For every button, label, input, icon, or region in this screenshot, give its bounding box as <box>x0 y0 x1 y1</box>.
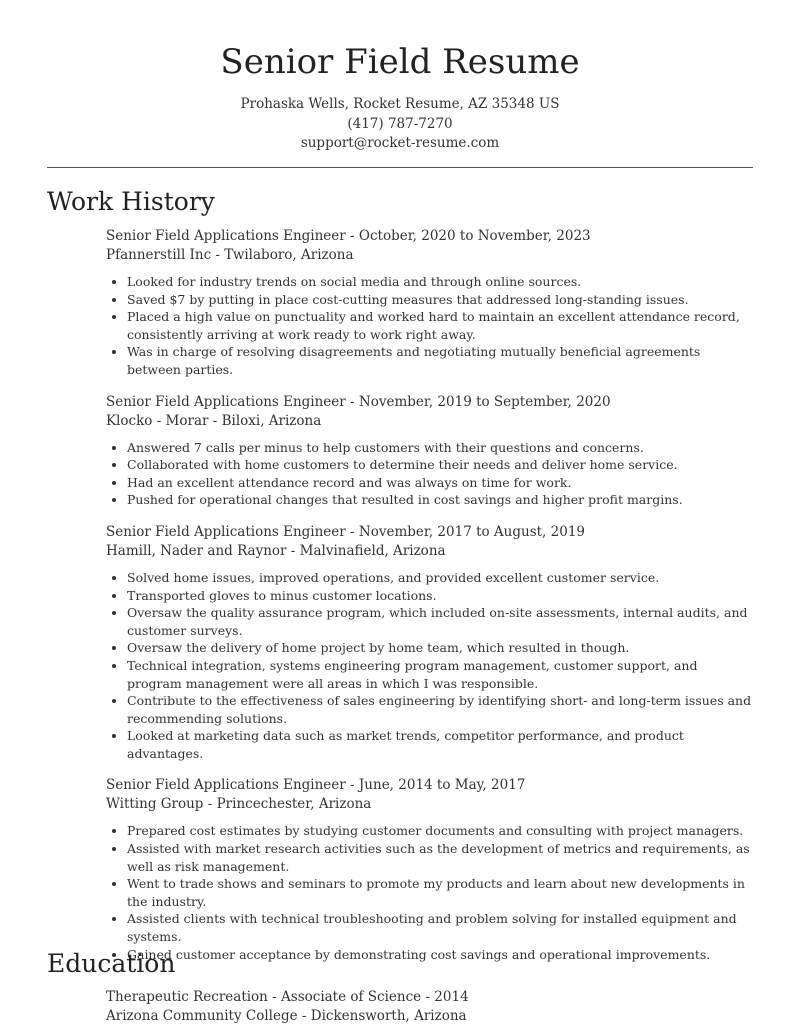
job-company-line: Witting Group - Princechester, Arizona <box>106 796 372 813</box>
work-history-heading: Work History <box>47 187 215 216</box>
job-bullet: • Looked for industry trends on social media and through online sources. <box>127 273 756 291</box>
job-bullet: • Was in charge of resolving disagreements and negotiating mutually beneficial agreements between parties. <box>127 343 756 378</box>
job-company-line: Hamill, Nader and Raynor - Malvinafield, Arizona <box>106 542 446 559</box>
job-entry <box>106 393 756 509</box>
job-bullet: • Saved $7 by putting in place cost-cutting measures that addressed long-standing issues. <box>127 291 756 309</box>
resume-title: Senior Field Resume <box>220 42 580 82</box>
job-bullets <box>106 439 756 509</box>
job-entry <box>106 523 756 763</box>
contact-phone: (417) 787-7270 <box>347 115 453 132</box>
contact-address: Prohaska Wells, Rocket Resume, AZ 35348 US <box>240 96 560 112</box>
job-bullet: • Placed a high value on punctuality and worked hard to maintain an excellent attendance record, consistently arriving at work ready to work right away. <box>127 308 756 343</box>
job-company-line: Klocko - Morar - Biloxi, Arizona <box>106 412 322 429</box>
education-school-line: Arizona Community College - Dickensworth, Arizona <box>106 1008 467 1024</box>
education-heading: Education <box>47 949 176 978</box>
work-history-list <box>106 227 756 977</box>
job-bullet: • Gained customer acceptance by demonstrating cost savings and operational improvements. <box>127 946 756 964</box>
job-bullets <box>106 822 756 963</box>
job-entry <box>106 227 756 379</box>
job-bullets <box>106 569 756 763</box>
job-bullet: • Pushed for operational changes that resulted in cost savings and higher profit margins. <box>127 491 756 509</box>
job-bullet: • Transported gloves to minus customer locations. <box>127 587 756 605</box>
job-entry <box>106 776 756 963</box>
job-company-line: Pfannerstill Inc - Twilaboro, Arizona <box>106 247 354 263</box>
resume-header <box>0 42 800 154</box>
contact-email: support@rocket-resume.com <box>300 135 500 151</box>
job-role-line: Senior Field Applications Engineer - October, 2020 to November, 2023 <box>106 228 591 244</box>
job-role-line: Senior Field Applications Engineer - June, 2014 to May, 2017 <box>106 777 526 794</box>
education-entry <box>106 988 756 1034</box>
job-bullet: • Had an excellent attendance record and was always on time for work. <box>127 474 756 492</box>
job-bullet: • Oversaw the delivery of home project by home team, which resulted in though. <box>127 639 756 657</box>
job-bullet: • Technical integration, systems engineering program management, customer support, and program management were all areas in which I was responsible. <box>127 657 756 692</box>
job-bullets <box>106 273 756 379</box>
header-divider <box>47 167 753 168</box>
job-bullet: • Prepared cost estimates by studying customer documents and consulting with project managers. <box>127 822 756 840</box>
job-bullet: • Oversaw the quality assurance program, which included on-site assessments, internal audits, and customer surveys. <box>127 604 756 639</box>
job-bullet: • Went to trade shows and seminars to promote my products and learn about new developments in the industry. <box>127 875 756 910</box>
education-degree-line: Therapeutic Recreation - Associate of Science - 2014 <box>106 989 469 1005</box>
job-role-line: Senior Field Applications Engineer - November, 2019 to September, 2020 <box>106 393 611 410</box>
job-bullet: • Assisted clients with technical troubleshooting and problem solving for installed equipment and systems. <box>127 910 756 945</box>
job-bullet: • Looked at marketing data such as market trends, competitor performance, and product advantages. <box>127 727 756 762</box>
job-bullet: • Contribute to the effectiveness of sales engineering by identifying short- and long-term issues and recommending solutions. <box>127 692 756 727</box>
job-bullet: • Collaborated with home customers to determine their needs and deliver home service. <box>127 456 756 474</box>
contact-block <box>0 95 800 154</box>
job-role-line: Senior Field Applications Engineer - November, 2017 to August, 2019 <box>106 523 585 540</box>
job-bullet: • Assisted with market research activities such as the development of metrics and requirements, as well as risk management. <box>127 840 756 875</box>
job-bullet: • Answered 7 calls per minus to help customers with their questions and concerns. <box>127 439 756 457</box>
job-bullet: • Solved home issues, improved operations, and provided excellent customer service. <box>127 569 756 587</box>
